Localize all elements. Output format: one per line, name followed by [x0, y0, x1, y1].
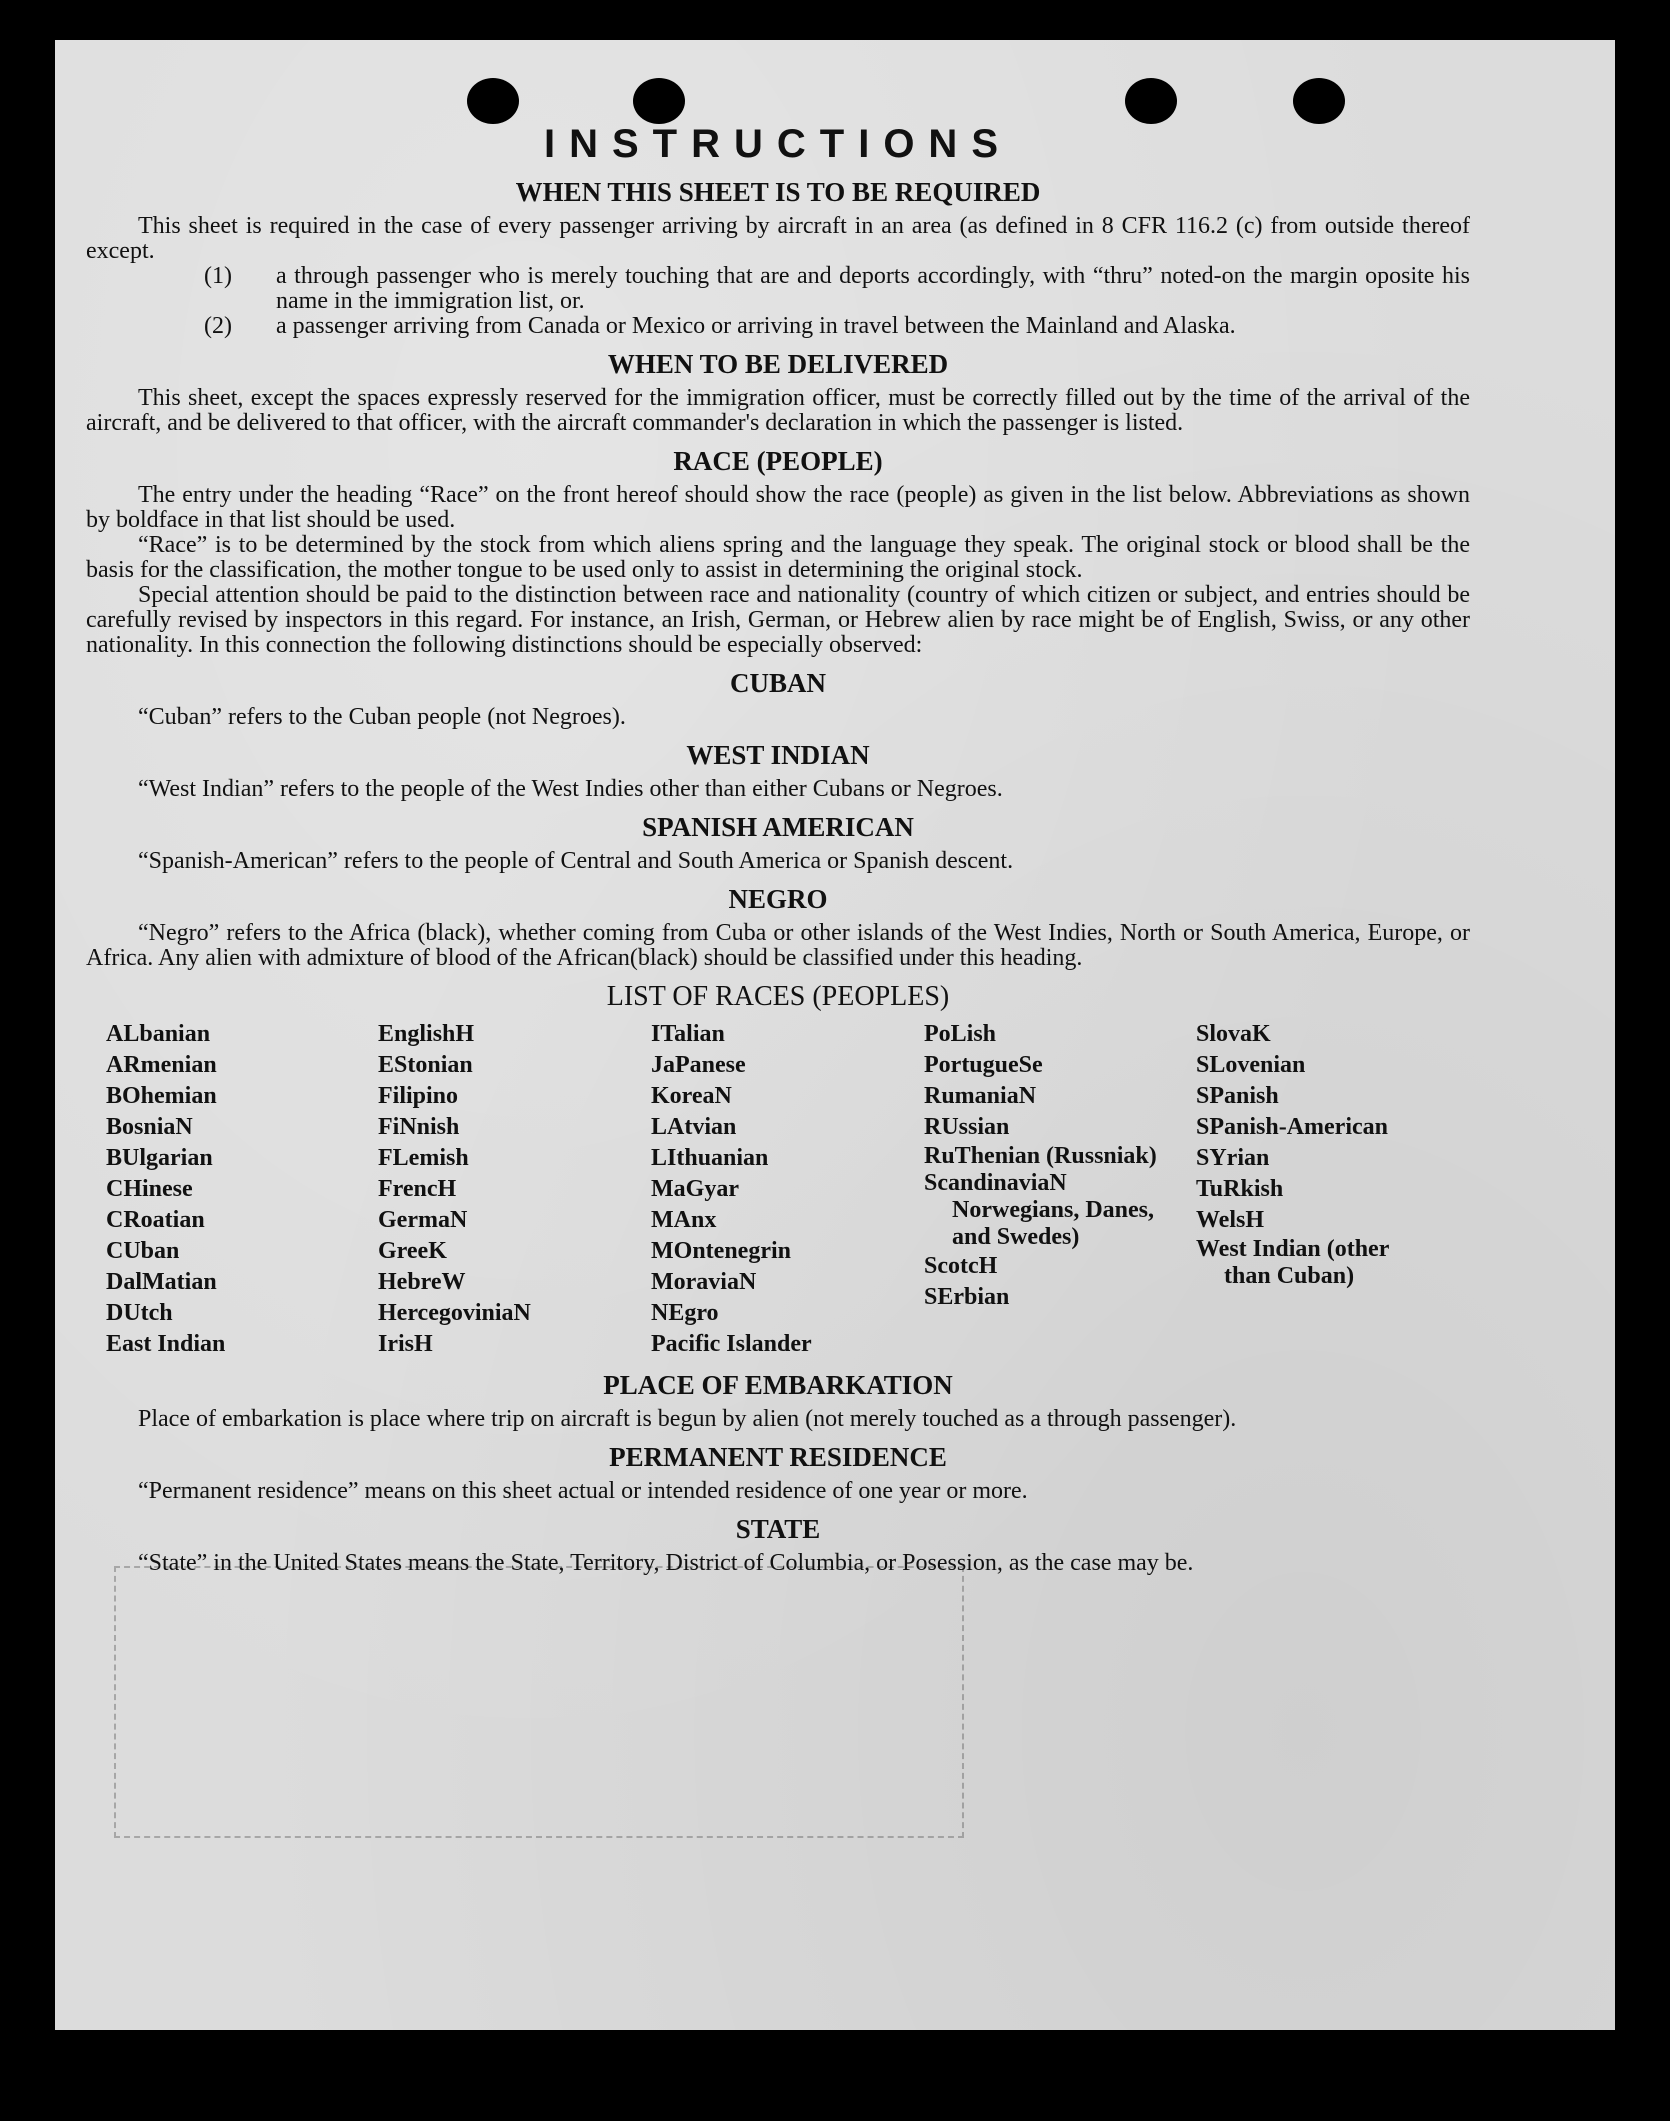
race-entry: LIthuanian: [651, 1145, 769, 1171]
para-cuban: “Cuban” refers to the Cuban people (not Negroes).: [138, 704, 626, 730]
heading-cuban: CUBAN: [729, 668, 826, 698]
race-entry: SErbian: [924, 1284, 1010, 1310]
race-entry: ALbanian: [106, 1021, 211, 1047]
race-entry: SPanish-American: [1196, 1114, 1388, 1140]
race-entry: BosniaN: [106, 1114, 193, 1140]
race-entry: PoLish: [924, 1021, 997, 1047]
race-entry: DUtch: [106, 1300, 173, 1326]
item-number: (2): [204, 313, 232, 339]
heading-race: RACE (PEOPLE): [673, 446, 883, 476]
race-entry: TuRkish: [1196, 1176, 1284, 1202]
race-entry: HercegoviniaN: [378, 1300, 531, 1326]
race-entry: GermaN: [378, 1207, 468, 1233]
heading-when-required: WHEN THIS SHEET IS TO BE REQUIRED: [515, 177, 1041, 207]
race-entry: SPanish: [1196, 1083, 1279, 1109]
heading-state: STATE: [735, 1514, 821, 1544]
race-entry: MoraviaN: [651, 1269, 757, 1295]
race-entry: BUlgarian: [106, 1145, 213, 1171]
para-when-delivered: This sheet, except the spaces expressly reserved for the immigration officer, must be correctly filled out by the time of the arrival of the aircraft, and be delivered to that officer, with the aircraft commander's declaration in which the passenger is listed.: [86, 385, 1470, 436]
item-text: a passenger arriving from Canada or Mexico or arriving in travel between the Mainland and Alaska.: [276, 313, 1236, 339]
race-entry: RUssian: [924, 1114, 1010, 1140]
race-entry: HebreW: [378, 1269, 466, 1295]
race-entry: MAnx: [651, 1207, 717, 1233]
race-entry: MOntenegrin: [651, 1238, 791, 1264]
race-entry: PortugueSe: [924, 1052, 1043, 1078]
race-entry: LAtvian: [651, 1114, 737, 1140]
race-entry: SLovenian: [1196, 1052, 1306, 1078]
race-entry: Filipino: [378, 1083, 459, 1109]
heading-list-of-races: LIST OF RACES (PEOPLES): [606, 981, 950, 1012]
bleed-through-box: [114, 1566, 964, 1838]
race-entry: GreeK: [378, 1238, 447, 1264]
heading-when-delivered: WHEN TO BE DELIVERED: [607, 349, 949, 379]
para-race-2: “Race” is to be determined by the stock from which aliens spring and the language they speak. The original stock or blood shall be the basis for the classification, the mother tongue to be used only to assist in determining the original stock.: [86, 532, 1470, 583]
item-text: a through passenger who is merely touching that are and deports accordingly, with “thru” noted-on the margin oposite his name in the immigration list, or.: [276, 263, 1470, 314]
heading-negro: NEGRO: [728, 884, 828, 914]
race-entry: West Indian (other than Cuban): [1196, 1236, 1389, 1289]
punch-hole: [467, 78, 519, 124]
item-number: (1): [204, 263, 232, 289]
race-column: [651, 1019, 924, 1360]
race-entry: DalMatian: [106, 1269, 217, 1295]
race-entry: EStonian: [378, 1052, 473, 1078]
race-entry: RumaniaN: [924, 1083, 1037, 1109]
race-column: [924, 1019, 1196, 1360]
punch-hole: [1293, 78, 1345, 124]
list-item: [204, 314, 1470, 339]
race-entry: WelsH: [1196, 1207, 1265, 1233]
race-entry: CRoatian: [106, 1207, 205, 1233]
para-residence: “Permanent residence” means on this sheet actual or intended residence of one year or more.: [138, 1478, 1028, 1504]
race-entry: FiNnish: [378, 1114, 460, 1140]
race-entry: FLemish: [378, 1145, 469, 1171]
punch-hole: [633, 78, 685, 124]
para-race-3: Special attention should be paid to the distinction between race and nationality (country of which citizen or subject, and entries should be carefully revised by inspectors in this regard. For instance, an Irish, German, or Hebrew alien by race might be of English, Swiss, or any other nationality. In this connection the following distinctions should be especially observed:: [86, 582, 1470, 658]
race-entry: East Indian: [106, 1331, 226, 1357]
heading-embarkation: PLACE OF EMBARKATION: [603, 1370, 953, 1400]
race-column: [378, 1019, 651, 1360]
list-item: [204, 264, 1470, 314]
race-entry: FrencH: [378, 1176, 457, 1202]
para-when-required: This sheet is required in the case of every passenger arriving by aircraft in an area (as defined in 8 CFR 116.2 (c) from outside thereof except.: [86, 213, 1470, 264]
instructions-content: [86, 122, 1470, 1576]
race-entry: BOhemian: [106, 1083, 217, 1109]
race-entry: ScandinaviaN Norwegians, Danes, and Swedes): [924, 1170, 1154, 1250]
race-entry: Pacific Islander: [651, 1331, 812, 1357]
race-entry: ARmenian: [106, 1052, 217, 1078]
para-spanish-american: “Spanish-American” refers to the people of Central and South America or Spanish descent.: [138, 848, 1014, 874]
para-negro: “Negro” refers to the Africa (black), whether coming from Cuba or other islands of the West Indies, North or South America, Europe, or Africa. Any alien with admixture of blood of the African(black) should be classified under this heading.: [86, 920, 1470, 971]
race-column: [106, 1019, 378, 1360]
page-title: INSTRUCTIONS: [544, 122, 1012, 166]
race-entry: ScotcH: [924, 1253, 998, 1279]
para-race-1: The entry under the heading “Race” on the front hereof should show the race (people) as given in the list below. Abbreviations as shown by boldface in that list should be used.: [86, 482, 1470, 533]
race-column: [1196, 1019, 1456, 1360]
para-embarkation: Place of embarkation is place where trip on aircraft is begun by alien (not merely touched as a through passenger).: [138, 1406, 1237, 1432]
race-entry: JaPanese: [651, 1052, 746, 1078]
race-entry: CHinese: [106, 1176, 193, 1202]
race-entry: EnglishH: [378, 1021, 475, 1047]
race-entry: IrisH: [378, 1331, 433, 1357]
race-entry: SYrian: [1196, 1145, 1270, 1171]
race-entry: CUban: [106, 1238, 180, 1264]
race-list: [106, 1019, 1470, 1360]
race-entry: ITalian: [651, 1021, 725, 1047]
heading-spanish-american: SPANISH AMERICAN: [642, 812, 914, 842]
race-entry: MaGyar: [651, 1176, 739, 1202]
heading-west-indian: WEST INDIAN: [686, 740, 870, 770]
heading-residence: PERMANENT RESIDENCE: [609, 1442, 947, 1472]
para-west-indian: “West Indian” refers to the people of the West Indies other than either Cubans or Negroes.: [138, 776, 1003, 802]
race-entry: KoreaN: [651, 1083, 732, 1109]
race-entry: RuThenian (Russniak): [924, 1143, 1157, 1169]
para-state: “State” in the United States means the State, Territory, District of Columbia, or Posession, as the case may be.: [138, 1550, 1194, 1576]
race-entry: SlovaK: [1196, 1021, 1271, 1047]
race-entry: NEgro: [651, 1300, 719, 1326]
punch-hole: [1125, 78, 1177, 124]
